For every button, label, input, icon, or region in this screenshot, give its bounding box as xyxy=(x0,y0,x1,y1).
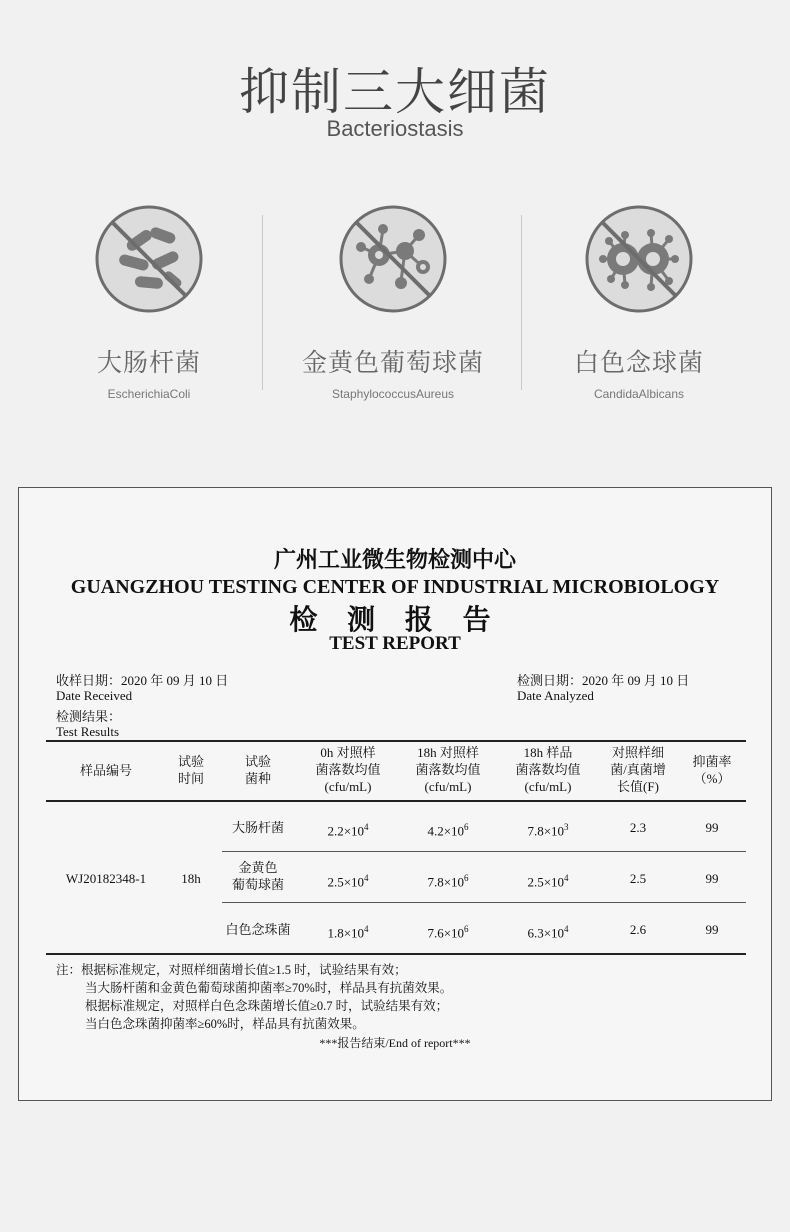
species-ecoli: 大肠杆菌 xyxy=(231,820,284,835)
col-header-sample-18h: 18h 样品 菌落数均值 (cfu/mL) xyxy=(515,745,581,794)
col-header-control-18h: 18h 对照样 菌落数均值 (cfu/mL) xyxy=(415,745,481,794)
col-header-control-0h: 0h 对照样 菌落数均值 (cfu/mL) xyxy=(315,745,381,794)
bacteria-item-staphylococcus xyxy=(263,205,523,401)
col-header-species: 试验 菌种 xyxy=(244,754,271,786)
control-18h-value: $4.2\times 10^6$ xyxy=(427,822,469,839)
date-received-en: Date Received xyxy=(56,688,133,703)
bacteria-name-cn: 白色念球菌 xyxy=(573,348,704,377)
sample-18h-value: $7.8\times 10^3$ xyxy=(527,822,569,839)
note-line: 当大肠杆菌和金黄色葡萄球菌抑菌率≥70%时，样品具有抗菌效果。 xyxy=(85,981,453,995)
col-header-inhibition-rate: 抑菌率 （%） xyxy=(692,754,732,786)
page-subtitle: Bacteriostasis xyxy=(326,116,464,141)
report-org-en: GUANGZHOU TESTING CENTER OF INDUSTRIAL MICROBIOLOGY xyxy=(70,576,720,598)
control-0h-value: $1.8\times 10^4$ xyxy=(327,924,369,941)
control-0h-value: $2.5\times 10^4$ xyxy=(327,873,369,890)
note-line: 注：根据标准规定，对照样细菌增长值≥1.5 时，试验结果有效； xyxy=(56,963,407,977)
sample-18h-value: $6.3\times 10^4$ xyxy=(527,924,569,941)
report-title-en: TEST REPORT xyxy=(329,633,461,654)
sample-18h-value: $2.5\times 10^4$ xyxy=(527,873,569,890)
control-18h-value: $7.6\times 10^6$ xyxy=(427,924,469,941)
growth-value: 2.6 xyxy=(629,922,647,937)
page-title: 抑制三大细菌 xyxy=(239,63,551,121)
bacteria-name-cn: 大肠杆菌 xyxy=(96,348,201,377)
test-results-en: Test Results xyxy=(56,724,120,739)
date-analyzed-cn: 检测日期：2020 年 09 月 10 日 xyxy=(517,673,690,688)
col-header-growth-value: 对照样细 菌/真菌增 长值(F) xyxy=(610,745,666,794)
col-header-test-time: 试验 时间 xyxy=(177,754,204,786)
species-candida: 白色念珠菌 xyxy=(225,922,291,937)
growth-value: 2.5 xyxy=(629,871,647,886)
bacteria-item-candida xyxy=(509,205,769,401)
control-18h-value: $7.8\times 10^6$ xyxy=(427,873,469,890)
candida-prohibited-icon xyxy=(585,205,693,313)
report-org-cn: 广州工业微生物检测中心 xyxy=(273,547,516,573)
bacteria-name-en: EscherichiaColi xyxy=(107,387,191,401)
staphylococcus-prohibited-icon xyxy=(339,205,447,313)
bacteria-name-en: CandidaAlbicans xyxy=(593,387,685,401)
report-end: ***报告结束/End of report*** xyxy=(319,1036,471,1050)
control-0h-value: $2.2\times 10^4$ xyxy=(327,822,369,839)
growth-value: 2.3 xyxy=(629,820,647,835)
test-results-cn: 检测结果： xyxy=(56,709,122,724)
col-header-sample-id: 样品编号 xyxy=(79,763,132,778)
test-report xyxy=(18,487,772,1101)
test-time: 18h xyxy=(181,871,201,886)
bacteria-name-en: StaphylococcusAureus xyxy=(331,387,455,401)
note-line: 当白色念珠菌抑菌率≥60%时，样品具有抗菌效果。 xyxy=(85,1017,365,1031)
bacteria-name-cn: 金黄色葡萄球菌 xyxy=(301,348,484,377)
note-line: 根据标准规定，对照样白色念珠菌增长值≥0.7 时，试验结果有效； xyxy=(85,999,449,1013)
inhibition-rate: 99 xyxy=(705,820,719,835)
ecoli-prohibited-icon xyxy=(95,205,203,313)
date-received-cn: 收样日期：2020 年 09 月 10 日 xyxy=(56,673,229,688)
report-title-cn: 检 测 报 告 xyxy=(289,603,501,636)
bacteria-item-ecoli xyxy=(19,205,279,401)
inhibition-rate: 99 xyxy=(705,922,719,937)
date-analyzed-en: Date Analyzed xyxy=(517,688,594,703)
species-staphylococcus: 金黄色 葡萄球菌 xyxy=(231,860,284,892)
sample-id: WJ20182348-1 xyxy=(65,871,147,886)
inhibition-rate: 99 xyxy=(705,871,719,886)
